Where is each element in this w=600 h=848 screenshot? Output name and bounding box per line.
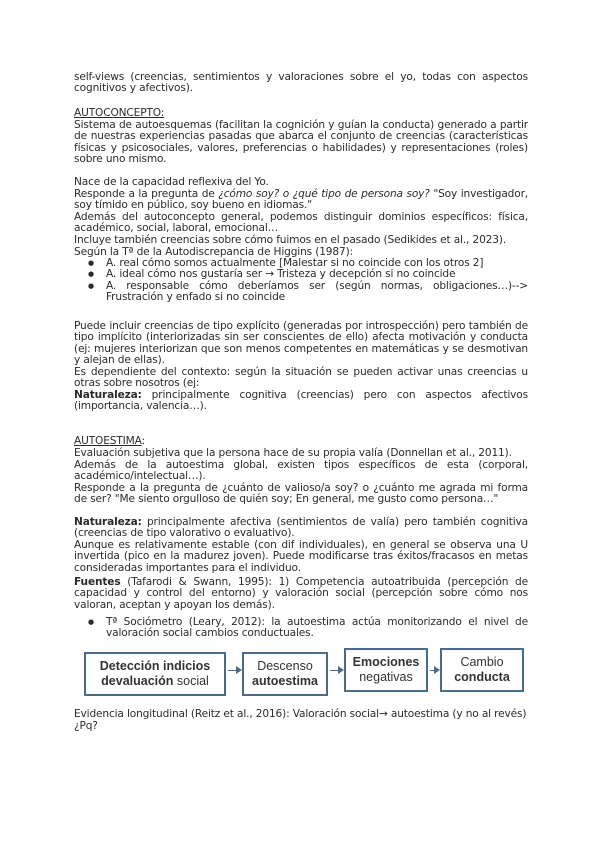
autoestima-types: Además de la autoestima global, existen tipos específicos de esta (corporal, académico/intelectual…). <box>74 459 528 483</box>
flow-box-detection <box>84 652 226 696</box>
flow-arrow-1 <box>228 670 240 671</box>
flow-box-change-line1: Cambio <box>460 655 504 669</box>
autoestima-stability: Aunque es relativamente estable (con dif individuales), en general se observa una U invertida (pico en la madurez joven). Puede modificarse tras éxitos/fracasos en metas consideradas importantes para el individuo. <box>74 539 528 574</box>
autoestima-heading-text: AUTOESTIMA <box>74 435 142 447</box>
autoestima-question: Responde a la pregunta de ¿cuánto de valioso/a soy? o ¿cuánto me agrada mi forma de ser? "Me siento orgulloso de quién soy; En general, me gusto como persona…" <box>74 482 528 506</box>
autoconcepto-higgins: Según la Tª de la Autodiscrepancia de Higgins (1987): <box>74 246 353 258</box>
list-item: ● A. ideal cómo nos gustaría ser → Tristeza y decepción si no coincide <box>74 269 528 280</box>
autoestima-sources-label: Fuentes <box>74 576 121 588</box>
flow-box-emotions <box>344 648 428 692</box>
autoestima-nature <box>74 517 528 540</box>
autoconcepto-heading: AUTOCONCEPTO: <box>74 107 165 119</box>
autoconcepto-question-lead: Responde a la pregunta de <box>74 188 219 200</box>
autoconcepto-question-example: "Soy investigador, soy tímido en público, soy bueno en idiomas." <box>74 188 528 212</box>
autoconcepto-context: Es dependiente del contexto: según la situación se pueden activar unas creencias u otras sobre nosotros (ej: <box>74 366 528 390</box>
flow-box-emotions-line1: Emociones <box>352 655 420 669</box>
autoconcepto-definition: Sistema de autoesquemas (facilitan la cognición y guían la conducta) generado a partir de nuestras experiencias pasadas que abarca el conjunto de creencias (características físicas y psicosociales, valores, preferencias o habilidades) y representaciones (roles) sobre uno mismo. <box>74 119 528 166</box>
flow-arrow-3 <box>430 670 438 671</box>
list-item: ● A. real cómo somos actualmente [Malestar si no coincide con los otros 2] <box>74 258 528 269</box>
flow-box-detection-bold: devaluación <box>101 674 174 688</box>
autoestima-heading <box>74 436 528 447</box>
flow-box-descent <box>242 652 328 696</box>
flow-box-descent-line1: Descenso <box>257 659 313 673</box>
autoconcepto-nature-text: principalmente cognitiva (creencias) pero con aspectos afectivos (importancia, valencia…). <box>74 389 528 413</box>
self-esteem-flow-diagram <box>84 648 524 702</box>
flow-box-descent-line2: autoestima <box>252 674 318 688</box>
flow-box-change <box>440 648 524 692</box>
autoconcepto-origin: Nace de la capacidad reflexiva del Yo. <box>74 176 269 188</box>
list-item: ● Tª Sociómetro (Leary, 2012): la autoestima actúa monitorizando el nivel de valoración social cambios conductuales. <box>74 617 528 640</box>
flow-box-detection-line2 <box>86 674 224 689</box>
flow-box-emotions-line2: negativas <box>359 670 413 684</box>
intro-paragraph <box>74 72 528 95</box>
autoconcepto-past: Incluye también creencias sobre cómo fuimos en el pasado (Sedikides et al., 2023). <box>74 234 507 246</box>
sociometer-list <box>74 617 528 640</box>
flow-arrow-2 <box>330 670 342 671</box>
autoconcepto-implicit: Puede incluir creencias de tipo explícito (generadas por introspección) pero también de tipo implícito (interiorizadas sin ser conscientes de ello) afecta motivación y conducta (ej: mujeres interiorizan que son menos competentes en matemáticas y se desmotivan y alejan de ellas). <box>74 320 528 367</box>
autoconcepto-domains: Además del autoconcepto general, podemos distinguir dominios específicos: física, académico, social, laboral, emocional… <box>74 211 528 235</box>
intro-line-2: cognitivos y afectivos). <box>74 82 193 95</box>
autoconcepto-nature-label: Naturaleza: <box>74 389 142 401</box>
autoestima-nature-text: principalmente afectiva (sentimientos de valía) pero también cognitiva (creencias de tipo valorativo o evaluativo). <box>74 516 528 540</box>
flow-box-detection-line1: Detección indicios <box>99 659 211 673</box>
autoestima-nature-label: Naturaleza: <box>74 516 142 528</box>
open-question: ¿Pq? <box>74 720 98 732</box>
list-item: ● A. responsable cómo deberíamos ser (según normas, obligaciones…)--> Frustración y enfado si no coincide <box>74 281 528 304</box>
autoestima-sources <box>74 577 528 611</box>
autoconcepto-question-italic: ¿cómo soy? o ¿qué tipo de persona soy? <box>218 188 430 200</box>
intro-line-1: self-views (creencias, sentimientos y valoraciones sobre el yo, todas con aspectos <box>74 71 528 83</box>
higgins-list <box>74 258 528 304</box>
autoestima-heading-colon: : <box>141 435 145 447</box>
autoestima-sources-text: (Tafarodi & Swann, 1995): 1) Competencia autoatribuida (percepción de capacidad y control del entorno) y valoración social (percepción sobre cómo nos valoran, aceptan y apoyan los demás). <box>74 576 528 611</box>
longitudinal-evidence: Evidencia longitudinal (Reitz et al., 2016): Valoración social→ autoestima (y no al revés) <box>74 708 527 720</box>
autoconcepto-nature <box>74 390 528 413</box>
autoestima-definition: Evaluación subjetiva que la persona hace de su propia valía (Donnellan et al., 2011). <box>74 447 512 459</box>
autoconcepto-question <box>74 189 528 212</box>
flow-box-change-line2: conducta <box>454 670 510 684</box>
flow-box-detection-rest: social <box>173 674 209 688</box>
